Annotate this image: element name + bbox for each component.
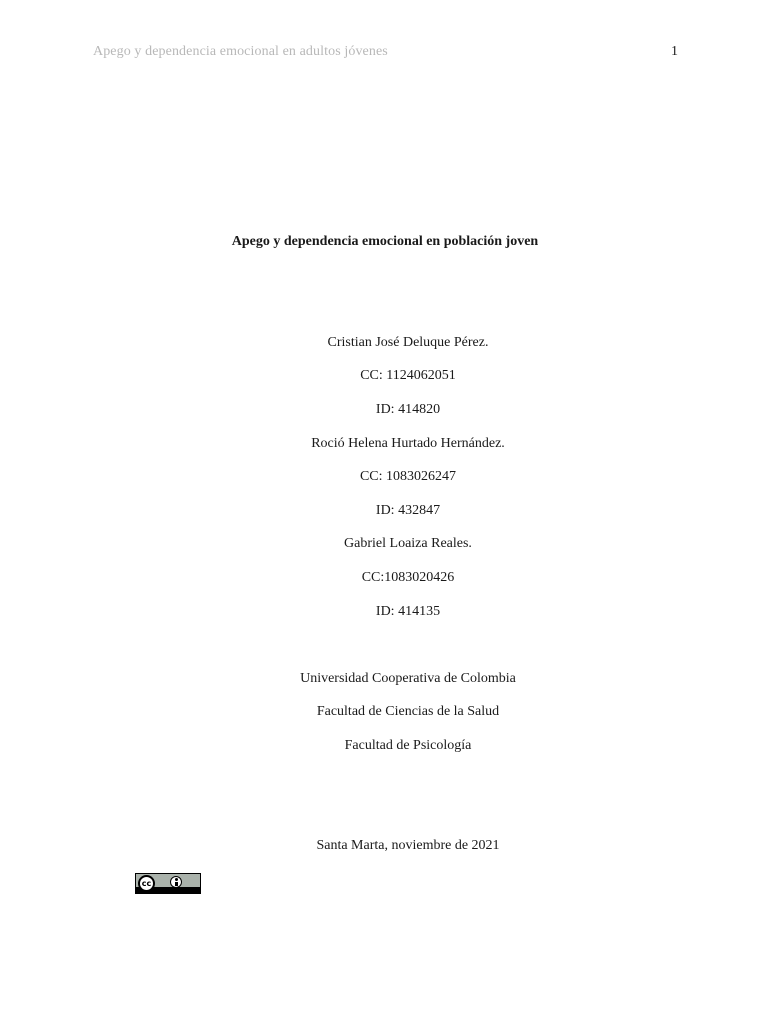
author-2-name: Roció Helena Hurtado Hernández.: [311, 436, 505, 451]
author-2-id: ID: 432847: [375, 503, 441, 518]
university-name: Universidad Cooperativa de Colombia: [300, 671, 516, 686]
author-1-name: Cristian José Deluque Pérez.: [327, 335, 489, 350]
cc-circle-icon: cc: [138, 875, 155, 892]
faculty-psychology: Facultad de Psicología: [344, 738, 472, 753]
author-1-id: ID: 414820: [375, 402, 441, 417]
author-3-id: ID: 414135: [375, 604, 441, 619]
running-head: Apego y dependencia emocional en adultos jóvenes: [93, 44, 388, 59]
attribution-person-icon: [170, 876, 182, 888]
faculty-health: Facultad de Ciencias de la Salud: [316, 704, 500, 719]
author-3-cc: CC:1083020426: [361, 570, 455, 585]
author-2-cc: CC: 1083026247: [359, 469, 457, 484]
document-title: Apego y dependencia emocional en población joven: [231, 234, 539, 249]
creative-commons-by-icon[interactable]: [135, 873, 201, 894]
place-and-date: Santa Marta, noviembre de 2021: [316, 838, 500, 853]
author-3-name: Gabriel Loaiza Reales.: [344, 536, 472, 551]
page-number: 1: [671, 44, 678, 59]
author-1-cc: CC: 1124062051: [360, 368, 456, 383]
